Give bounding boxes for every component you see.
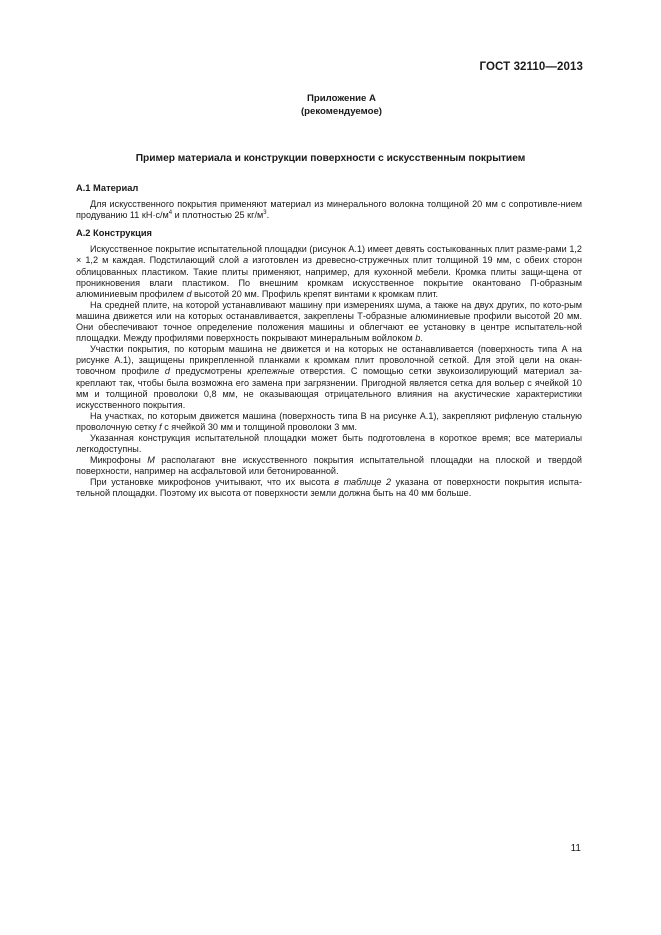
page-number: 11 bbox=[570, 843, 581, 854]
appendix-title: Приложение А bbox=[307, 93, 376, 104]
appendix-heading bbox=[0, 92, 661, 118]
appendix-subtitle: (рекомендуемое) bbox=[300, 106, 382, 117]
paragraph-construction-3: Участки покрытия, по которым машина не движется и на которых не останавливается (поверхность типа А на рисунке А.1), защищены прикрепленной планками к кромкам плит проволочной сеткой. Для этой цели на окан-товочном профиле d предусмотрены крепежные отверстия. С помощью сетки звукоизолирующий материал за-креплают так, чтобы была возможна его замена при загрязнении. Пригодной является сетка для вольер с ячейкой 10 мм и толщиной проволоки 0,8 мм, не оказывающая отрицательного влияния на акустические характеристики искусственного покрытия. bbox=[76, 344, 583, 410]
paragraph-construction-2: На средней плите, на которой устанавливают машину при измерениях шума, а также на двух других, по кото-рым машина движется или на которых останавливается, закреплены Т-образные алюминиевые профили высотой 20 мм. Они обеспечивают точное определение положения машины и облегчают ее установку в центре испытатель-ной площадки. Между профилями поверхность покрывают минеральным войлоком b. bbox=[76, 299, 582, 344]
section-heading-a1: А.1 Материал bbox=[76, 183, 139, 193]
body-content bbox=[76, 183, 582, 500]
paragraph-material: Для искусственного покрытия применяют материал из минерального волокна толщиной 20 мм с сопротивле-нием продуванию 11 $кН\cdot с/м^4$ и плотностью 25 $кг/м^3$. bbox=[76, 199, 582, 221]
main-title: Пример материала и конструкции поверхности с искусственным покрытием bbox=[135, 153, 526, 164]
paragraph-construction-5: Указанная конструкция испытательной площадки может быть подготовлена в короткое время; все материалы легкодоступны. bbox=[76, 432, 582, 455]
standard-code: ГОСТ 32110—2013 bbox=[479, 61, 583, 73]
paragraph-construction-7: При установке микрофонов учитывают, что их высота в таблице 2 указана от поверхности покрытия испыта-тельной площадки. Поэтому их высота от поверхности земли должна быть на 40 мм больше. bbox=[76, 477, 583, 499]
section-heading-a2: А.2 Конструкция bbox=[76, 228, 152, 239]
paragraph-construction-1: Искусственное покрытие испытательной площадки (рисунок А.1) имеет девять состыкованных плит разме-рами 1,2 × 1,2 м каждая. Подстилающий слой а изготовлен из древесно-стружечных плит толщиной 19 мм, с обеих сторон облицованных пластиком. Такие плиты применяют, например, для кухонной мебели. Кромка плиты защи-щена от проникновения влаги пластиком. По внешним кромкам искусственное покрытие окантовано П-образным алюминиевым профилем d высотой 20 мм. Профиль крепят винтами к кромкам плит. bbox=[76, 244, 582, 299]
paragraph-construction-6: Микрофоны М располагают вне искусственного покрытия испытательной площадки на плоской и твердой поверхности, например на асфальтовой или бетонированной. bbox=[76, 455, 582, 477]
paragraph-construction-4: На участках, по которым движется машина (поверхность типа В на рисунке А.1), закрепляют рифленую стальную проволочную сетку f с ячейкой 30 мм и толщиной проволоки 3 мм. bbox=[76, 410, 582, 432]
